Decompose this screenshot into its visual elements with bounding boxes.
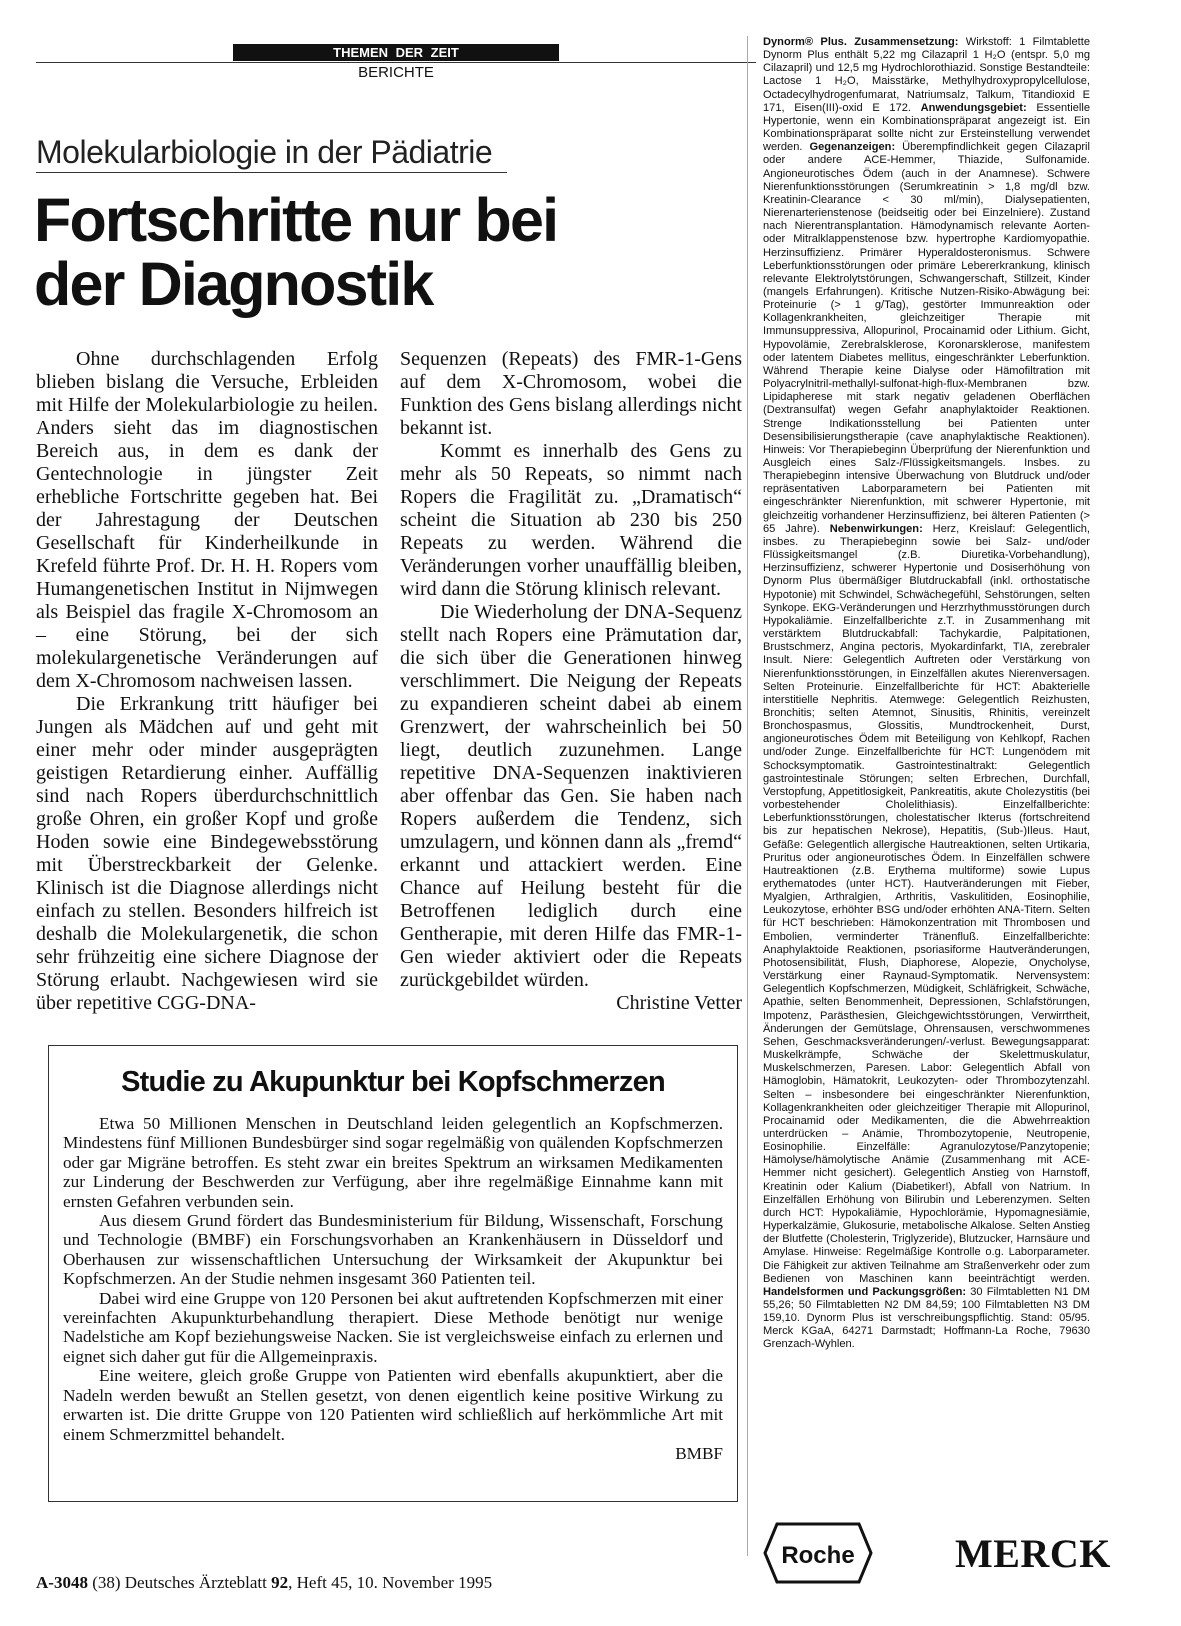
paragraph: Die Wiederholung der DNA-Sequenz stellt nach Ropers eine Prämutation dar, die sich über die Generationen hinweg verschlimmert. Die Neigung der Repeats zu expandieren scheint dabei ab einem Grenzwert, der wahrscheinlich bei 50 liegt, deutlich zuzunehmen. Lange repetitive DNA-Sequenzen inaktivieren aber offenbar das Gen. Sie haben nach Ropers außerdem die Tendenz, sich umzulagern, und können dann als „fremd“ erkannt und attackiert werden. Eine Chance auf Heilung besteht für die Betroffenen lediglich durch eine Gentherapie, mit deren Hilfe das FMR-1-Gen wieder aktiviert oder die Repeats zurückgebildet würden. — [400, 601, 742, 991]
paragraph: Etwa 50 Millionen Menschen in Deutschland leiden gelegentlich an Kopfschmerzen. Mindestens fünf Millionen Bundesbürger sind sogar regelmäßig von quälenden Kopfschmerzen oder gar Migräne betroffen. Es steht zwar ein breites Spektrum an wirksamen Medikamenten zur Linderung der Beschwerden zur Verfügung, aber ihre regelmäßige Einnahme kann mit ernsten Gefahren verbunden sein. — [63, 1114, 723, 1211]
page-code: A-3048 — [36, 1573, 88, 1592]
ad-heading: Handelsformen und Packungsgrößen: — [763, 1285, 967, 1298]
article-author: Christine Vetter — [616, 992, 742, 1014]
column-divider — [747, 36, 748, 1556]
roche-logo — [763, 1520, 873, 1586]
paragraph: Die Erkrankung tritt häufiger bei Jungen als Mädchen auf und geht mit einer mehr oder minder ausgeprägten geistigen Retardierung einher. Auffällig sind nach Ropers überdurchschnittlich große Ohren, ein großer Kopf und große Hoden sowie eine Bindegewebsstörung mit Überstreckbarkeit der Gelenke. Klinisch ist die Diagnose allerdings nicht einfach zu stellen. Besonders hilfreich ist deshalb die Molekulargenetik, die schon sehr frühzeitig eine sichere Diagnose der Störung erlaubt. Nachgewiesen wird sie über repetitive CGG-DNA- — [36, 693, 378, 1014]
ad-section: Überempfindlichkeit gegen Cilazapril oder andere ACE-Hemmer, Thiazide, Sulfonamide. Angioneurotisches Ödem (auch in der Anamnese). Schwere Nierenfunktionsstörungen (Serumkreatinin > 1,8 mg/dl bzw. Kreatinin-Clearance < 30 ml/min), Dialysepatienten, Nierenarterienstenose (beidseitig oder bei Einzelniere). Zustand nach Nierentransplantation. Hämodynamisch relevante Aorten- oder Mitralklappenstenose bzw. hypertrophe Kardiomyopathie. Herzinsuffizienz. Primärer Hyperaldosteronismus. Schwere Leberfunktionsstörungen oder primäre Lebererkrankung, klinisch relevante Elektrolytstörungen, Schwangerschaft, Stillzeit, Kinder (mangels Erfahrungen). Kritische Nutzen-Risiko-Abwägung bei: Proteinurie (> 1 g/Tag), gestörter Immunreaktion oder Kollagenkrankheiten, gleichzeitiger Therapie mit Immunsuppressiva, Allopurinol, Procainamid oder Lithium. Gicht, Hypovolämie, Zerebralsklerose, Koronarsklerose, manifestem oder latentem Diabetes mellitus, eingeschränkter Leberfunktion. Während Therapie keine Dialyse oder Hämofiltration mit Polyacrylnitril-methallyl-sulfonat-high-flux-Membranen bzw. Lipidapherese mit stark negativ geladenen Oberflächen (Dextransulfat) wegen Gefahr anaphylaktoider Reaktionen. Strenge Indikationsstellung bei Patienten unter Desensibilisierungstherapie (cave anaphylaktische Reaktionen). Hinweis: Vor Therapiebeginn Überprüfung der Nierenfunktion und Ausgleich eines Salz-/Flüssigkeitsmangels. Insbes. zu Therapiebeginn intensive Überwachung von Blutdruck und/oder repräsentativen Laborparametern bei Patienten mit eingeschränkter Nierenfunktion, mit schwerer Hypertonie, mit gleichzeitig vorhandener Herzinsuffizienz, bei älteren Patienten (> 65 Jahre). — [763, 141, 1090, 535]
box-body — [63, 1114, 723, 1463]
ad-text — [763, 36, 1090, 1352]
volume: 92 — [271, 1573, 289, 1592]
article-column-2 — [400, 348, 742, 1015]
paragraph: Kommt es innerhalb des Gens zu mehr als 50 Repeats, so nimmt nach Ropers die Fragilität zu. „Dramatisch“ scheint die Situation ab 230 bis 250 Repeats zu werden. Während die Veränderungen vorher unauffällig bleiben, wird dann die Störung klinisch relevant. — [400, 440, 742, 600]
ad-heading: Nebenwirkungen: — [829, 522, 923, 535]
ad-section: 30 Filmtabletten N1 DM 55,26; 50 Filmtabletten N2 DM 84,59; 100 Filmtabletten N3 DM 159,10. Dynorm Plus ist verschreibungspflichtig. Stand: 05/95. Merck KGaA, 64271 Darmstadt; Hoffmann-La Roche, 79630 Grenzach-Wyhlen. — [763, 1285, 1090, 1351]
banner-text: THEMEN DER ZEIT — [333, 45, 459, 60]
paragraph: Ohne durchschlagenden Erfolg blieben bislang die Versuche, Erbleiden mit Hilfe der Molekularbiologie zu heilen. Anders sieht das im diagnostischen Bereich aus, in dem es dank der Gentechnologie in jüngster Zeit erhebliche Fortschritte gegeben hat. Bei der Jahrestagung der Deutschen Gesellschaft für Kinderheilkunde in Krefeld führte Prof. Dr. H. H. Ropers vom Humangenetischen Institut in Nijmwegen als Beispiel das fragile X-Chromosom an – eine Störung, bei der sich molekulargenetische Veränderungen auf dem X-Chromosom nachweisen lassen. — [36, 348, 378, 692]
roche-logo-text: Roche — [781, 1542, 855, 1569]
article-kicker: Molekularbiologie in der Pädiatrie — [36, 134, 493, 170]
merck-logo: MERCK — [955, 1531, 1111, 1576]
ad-heading: Dynorm® Plus. Zusammensetzung: — [763, 36, 959, 48]
paragraph: Eine weitere, gleich große Gruppe von Patienten wird ebenfalls akupunktiert, aber die Nadeln werden bewußt an Stellen gesetzt, von denen eigentlich keine positive Wirkung zu erwarten ist. Die dritte Gruppe von 120 Patienten wird schließlich auf herkömmliche Art mit einem Schmerzmittel behandelt. — [63, 1366, 723, 1444]
paragraph: Sequenzen (Repeats) des FMR-1-Gens auf dem X-Chromosom, wobei die Funktion des Gens bislang allerdings nicht bekannt ist. — [400, 348, 742, 439]
box-author: BMBF — [675, 1443, 723, 1463]
issue-date: , Heft 45, 10. November 1995 — [288, 1573, 493, 1592]
paragraph: Dabei wird eine Gruppe von 120 Personen bei akut auftretenden Kopfschmerzen mit einer vereinfachten Akupunkturbehandlung therapiert. Diese Methode benötigt nur wenige Nadelstiche am Kopf beziehungsweise Nacken. Sie ist vergleichsweise einfach zu erlernen und eignet sich daher gut für die Allgemeinpraxis. — [63, 1288, 723, 1366]
header-rule — [36, 62, 756, 63]
box-title: Studie zu Akupunktur bei Kopfschmerzen — [121, 1066, 665, 1098]
article-column-1 — [36, 348, 378, 1015]
journal-name: (38) Deutsches Ärzteblatt — [87, 1573, 272, 1592]
article-headline: Fortschritte nur bei der Diagnostik — [34, 186, 558, 318]
ad-heading: Anwendungsgebiet: — [920, 101, 1027, 114]
section-banner — [233, 44, 559, 61]
ad-section: Essentielle Hypertonie, wenn ein Kombinationspräparat angezeigt ist. Ein Kombinationspräparat sollte nicht zur Ersteinstellung verwendet werden. — [763, 101, 1090, 154]
ad-section: Herz, Kreislauf: Gelegentlich, insbes. zu Therapiebeginn sowie bei Salz- und/oder Flüssigkeitsmangel (z.B. Diuretika-Vorbehandlung), Herzinsuffizienz, schwerer Hypertonie und Dosiserhöhung von Dynorm Plus übermäßiger Blutdruckabfall (inkl. orthostatische Hypotonie) mit Schwindel, Schwächegefühl, Sehstörungen, selten Synkope. EKG-Veränderungen und Herzrhythmusstörungen durch Hypokaliämie. Einzelfallberichte z.T. in Zusammenhang mit verstärktem Blutdruckabfall: Tachykardie, Palpitationen, Brustschmerz, Angina pectoris, Myokardinfarkt, TIA, zerebraler Insult. Niere: Gelegentlich Auftreten oder Verstärkung von Nierenfunktionsstörungen, in Einzelfällen akutes Nierenversagen. Selten Proteinurie. Einzelfallberichte für HCT: Abakterielle interstitielle Nephritis. Atemwege: Gelegentlich Reizhusten, Bronchitis; selten Atemnot, Sinusitis, Rhinitis, vereinzelt Bronchospasmus, Glossitis, Mundtrockenheit, Durst, angioneurotisches Ödem mit Beteiligung von Kehlkopf, Rachen und/oder Zunge. Einzelfallberichte für HCT: Lungenödem mit Schocksymptomatik. Gastrointestinaltrakt: Gelegentlich gastrointestinale Störungen; selten Erbrechen, Durchfall, Verstopfung, Appetitlosigkeit, Pankreatitis, akute Cholezystitis (bei vorbestehender Cholelithiasis). Einzelfallberichte: Leberfunktionsstörungen, cholestatischer Ikterus (fortschreitend bis zur hepatischen Nekrose), Hepatitis, (Sub-)Ileus. Haut, Gefäße: Gelegentlich allergische Hautreaktionen, selten Urtikaria, Pruritus oder angioneurotisches Ödem. In Einzelfällen schwere Hautreaktionen (z.B. Erythema multiforme) sowie Lupus erythematodes (unter HCT). Hautveränderungen mit Fieber, Myalgien, Arthralgien, Arthritis, Vaskulitiden, Eosinophilie, Leukozytose, erhöhter BSG und/oder erhöhten ANA-Titern. Selten für HCT beschrieben: Hämokonzentration mit Thrombosen und Embolien, verminderter Tränenfluß. Einzelfallberichte: Anaphylaktoide Reaktionen, psoriasiforme Hautveränderungen, Photosensibilität, Flush, Diaphorese, Alopezie, Onycholyse, Verstärkung einer Raynaud-Symptomatik. Nervensystem: Gelegentlich Kopfschmerzen, Müdigkeit, Schläfrigkeit, Schwäche, Apathie, selten Benommenheit, Depressionen, Schlafstörungen, Impotenz, Parästhesien, Gleichgewichtsstörungen, Verwirrtheit, Änderungen der Gemütslage, Ohrensausen, verschwommenes Sehen, Geschmacksveränderungen/-verlust. Bewegungsapparat: Muskelkrämpfe, Schwäche der Skelettmuskulatur, Muskelschmerzen, Paresen. Labor: Gelegentlich Abfall von Hämoglobin, Hämatokrit, Leukozyten- oder Thrombozytenzahl. Selten – insbesondere bei eingeschränkter Nierenfunktion, Kollagenkrankheiten oder gleichzeitiger Therapie mit Allopurinol, Procainamid oder Medikamenten, die die Abwehrreaktion unterdrücken – Anämie, Thrombozytopenie, Neutropenie, Eosinophilie. Einzelfälle: Agranulozytose/Panzytopenie; Hämolyse/hämolytische Anämie (Zusammenhang mit ACE-Hemmer nicht gesichert). Gelegentlich Anstieg von Harnstoff, Kreatinin oder Kalium (Diabetiker!), Abfall von Natrium. In Einzelfällen Erhöhung von Bilirubin und Leberenzymen. Selten durch HCT: Hypokaliämie, Hypochlorämie, Hypomagnesiämie, Hyperkalzämie, Glukosurie, metabolische Alkalose. Selten Anstieg der Blutfette (Cholesterin, Triglyzeride), Blutzucker, Harnsäure und Amylase. Hinweise: Regelmäßige Kontrolle o.g. Laborparameter. Die Fähigkeit zur aktiven Teilnahme am Straßenverkehr oder zum Bedienen von Maschinen kann beeinträchtigt werden. — [763, 522, 1090, 1285]
section-label: BERICHTE — [358, 64, 434, 81]
news-box — [48, 1045, 738, 1502]
ad-heading: Gegenanzeigen: — [809, 141, 896, 154]
kicker-rule — [36, 172, 507, 173]
paragraph: Aus diesem Grund fördert das Bundesministerium für Bildung, Wissenschaft, Forschung und Technologie (BMBF) ein Forschungsvorhaben an Krankenhäusern in Düsseldorf und Oberhausen zur wissenschaftlichen Untersuchung der Wirksamkeit der Akupunktur bei Kopfschmerzen. An der Studie nehmen insgesamt 360 Patienten teil. — [63, 1211, 723, 1289]
page-footer — [36, 1573, 492, 1593]
ad-section: Wirkstoff: 1 Filmtablette Dynorm Plus enthält 5,22 mg Cilazapril 1 H₂O (entspr. 5,0 mg Cilazapril) und 12,5 mg Hydrochlorothiazid. Sonstige Bestandteile: Lactose 1 H₂O, Maisstärke, Methylhydroxypropylcellulose, Octadecylhydrogenfumarat, Natriumsalz, Talkum, Titandioxid E 171, Eisen(III)-oxid E 172. — [763, 36, 1090, 114]
